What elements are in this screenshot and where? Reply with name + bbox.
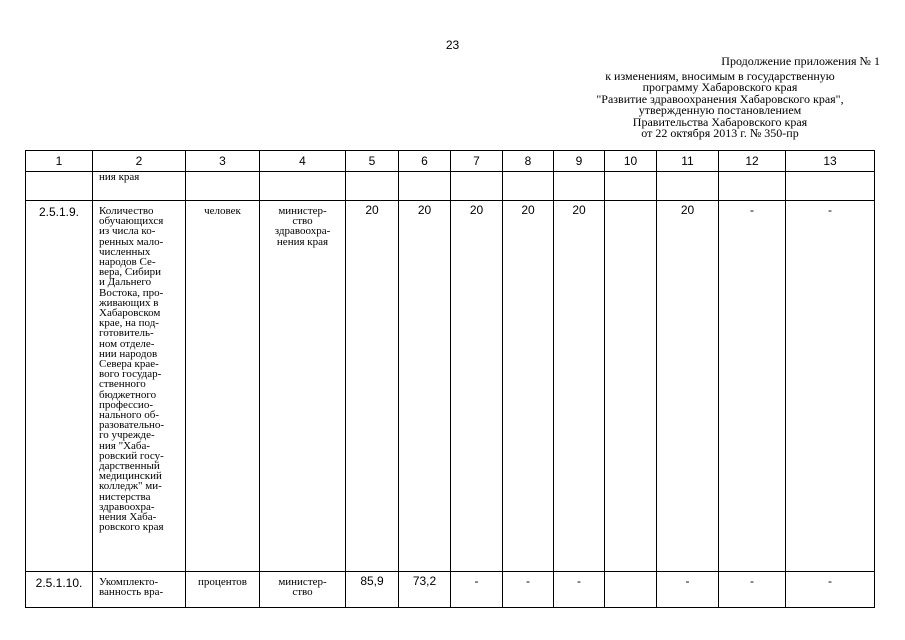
table-cell: ния края	[93, 172, 186, 201]
column-header: 1	[26, 151, 93, 172]
value-cell: 20	[657, 201, 719, 572]
value-cell: 20	[346, 201, 399, 572]
header-line: от 22 октября 2013 г. № 350-пр	[641, 126, 799, 140]
unit-cell: человек	[186, 201, 260, 572]
value-cell	[605, 572, 657, 608]
indicators-table	[25, 150, 875, 608]
executor-cell: министер- ство здравоохра- нения края	[260, 201, 346, 572]
value-cell: 85,9	[346, 572, 399, 608]
value-cell: 20	[554, 201, 605, 572]
value-cell: -	[451, 572, 503, 608]
column-header: 7	[451, 151, 503, 172]
header-line: Продолжение приложения № 1	[721, 54, 880, 68]
header-line: Правительства Хабаровского края	[632, 114, 808, 129]
value-cell: 20	[451, 201, 503, 572]
table-cell	[786, 172, 875, 201]
table-cell	[260, 172, 346, 201]
value-cell: -	[657, 572, 719, 608]
column-header: 9	[554, 151, 605, 172]
indicator-name: Количество обучающихся из числа ко- ренных мало- численных народов Се- вера, Сибири и Дальнего Востока, про- живающих в Хабаровском крае, на под- готовитель- ном отделе- нии народов Севера крае- вого государ- ственного бюджетного профессио- нального об- разовательно- го учрежде- ния "Хаба- ровский госу- дарственный медицинский колледж" ми- нистерства здравоохра- нения Хаба- ровского края	[93, 201, 186, 572]
value-cell: 20	[503, 201, 554, 572]
value-cell: -	[554, 572, 605, 608]
row-code: 2.5.1.9.	[26, 201, 93, 572]
page-number: 23	[445, 38, 460, 52]
column-header: 6	[399, 151, 451, 172]
value-cell: -	[719, 572, 786, 608]
header-line: программу Хабаровского края	[642, 80, 798, 94]
value-cell: -	[503, 572, 554, 608]
table-row	[26, 572, 875, 608]
indicator-name: Укомплекто- ванность вра-	[93, 572, 186, 608]
table-cell	[503, 172, 554, 201]
column-header: 4	[260, 151, 346, 172]
row-code: 2.5.1.10.	[26, 572, 93, 608]
unit-cell: процентов	[186, 572, 260, 608]
table-header-row	[26, 151, 875, 172]
table-cell	[554, 172, 605, 201]
executor-cell: министер- ство	[260, 572, 346, 608]
column-header: 12	[719, 151, 786, 172]
column-header: 11	[657, 151, 719, 172]
header-line: утвержденную постановлением	[638, 103, 802, 117]
column-header: 8	[503, 151, 554, 172]
column-header: 2	[93, 151, 186, 172]
table-cell	[719, 172, 786, 201]
value-cell: 73,2	[399, 572, 451, 608]
column-header: 5	[346, 151, 399, 172]
table-cell	[346, 172, 399, 201]
column-header: 10	[605, 151, 657, 172]
table-cell	[26, 172, 93, 201]
value-cell: -	[786, 572, 875, 608]
table-cell	[451, 172, 503, 201]
column-header: 13	[786, 151, 875, 172]
header-line: к изменениям, вносимым в государственную	[605, 68, 835, 83]
table-cell	[399, 172, 451, 201]
column-header: 3	[186, 151, 260, 172]
value-cell: -	[719, 201, 786, 572]
table-cell	[605, 172, 657, 201]
value-cell	[605, 201, 657, 572]
table-row	[26, 201, 875, 572]
table-row	[26, 172, 875, 201]
value-cell: -	[786, 201, 875, 572]
appendix-header	[560, 56, 880, 140]
header-line: "Развитие здравоохранения Хабаровского края",	[596, 91, 844, 106]
table-cell	[186, 172, 260, 201]
value-cell: 20	[399, 201, 451, 572]
table-cell	[657, 172, 719, 201]
